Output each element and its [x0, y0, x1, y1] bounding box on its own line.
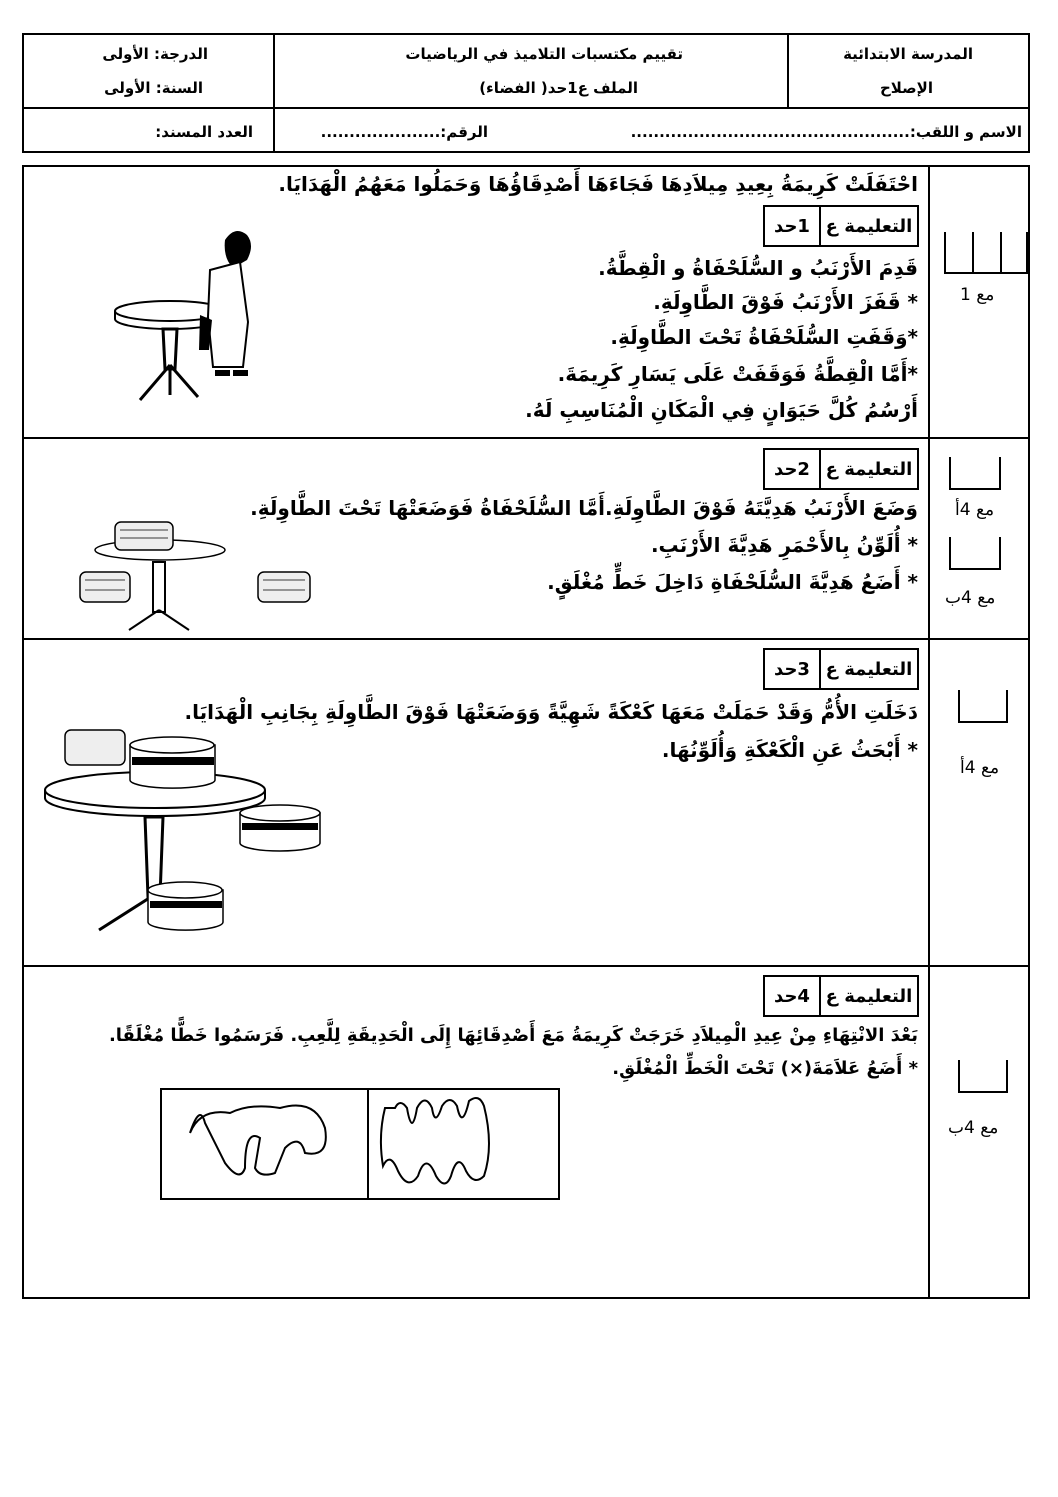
- divider: [22, 638, 1030, 640]
- score-box[interactable]: [958, 1060, 1008, 1093]
- score-label: مع 4ب: [948, 1118, 999, 1138]
- instruction-label: التعليمة ع: [819, 207, 917, 245]
- score-label: مع 4أ: [960, 758, 1000, 778]
- instruction-box: [763, 205, 919, 247]
- number-field[interactable]: الرقم:.....................: [320, 123, 488, 141]
- text-line: * قَفَزَ الأَرْنَبُ فَوْقَ الطَّاوِلَةِ.: [653, 290, 918, 314]
- score-field[interactable]: العدد المسند:: [155, 123, 253, 141]
- score-box[interactable]: [949, 537, 1001, 570]
- instruction-code: 3حد: [774, 658, 810, 680]
- document-subtitle: الملف ع1حد( الفضاء): [479, 79, 638, 97]
- document-title: تقييم مكتسبات التلاميذ في الرياضيات: [405, 45, 683, 63]
- text-line: * أَبْحَثُ عَنِ الْكَعْكَةِ وَأُلَوِّنُهَا.: [661, 738, 918, 762]
- score-label: مع 4أ: [955, 500, 995, 520]
- gifts-and-table-illustration: [75, 500, 335, 635]
- instruction-box: [763, 648, 919, 690]
- text-line: *أَمَّا الْقِطَّةُ فَوَقَفَتْ عَلَى يَسَارِ كَرِيمَةَ.: [557, 362, 918, 386]
- text-line: وَضَعَ الأَرْنَبُ هَدِيَّتَهُ فَوْقَ الطَّاوِلَةِ.أَمَّا السُّلَحْفَاةُ فَوَضَعَتْهَا تَحْتَ الطَّاوِلَةِ.: [250, 496, 918, 520]
- header-table: [22, 33, 1030, 153]
- text-line: * أَضَعُ عَلاَمَةَ(×) تَحْتَ الْخَطِّ الْمُغْلَقِ.: [612, 1058, 918, 1079]
- school-label: المدرسة الابتدائية: [843, 45, 973, 63]
- divider: [22, 965, 1030, 967]
- girl-and-table-illustration: [105, 225, 275, 415]
- text-line: *وَقَفَتِ السُّلَحْفَاةُ تَحْتَ الطَّاوِلَةِ.: [610, 325, 918, 349]
- text-line: أَرْسُمُ كُلَّ حَيَوَانٍ فِي الْمَكَانِ الْمُنَاسِبِ لَهُ.: [525, 398, 918, 422]
- divider: [22, 437, 1030, 439]
- instruction-label: التعليمة ع: [819, 450, 917, 488]
- name-field[interactable]: الاسم و اللقب:.................................................: [630, 123, 1022, 141]
- text-line: بَعْدَ الانْتِهَاءِ مِنْ عِيدِ الْمِيلاَدِ خَرَجَتْ كَرِيمَةُ مَعَ أَصْدِقَائِهَا إِلَى الْحَدِيقَةِ لِلَّعِبِ. فَرَسَمُوا خَطًّا مُغْلَقًا.: [108, 1025, 918, 1046]
- instruction-label: التعليمة ع: [819, 977, 917, 1015]
- school-name: الإصلاح: [879, 79, 933, 97]
- score-label: مع 4ب: [945, 588, 996, 608]
- instruction-code: 1حد: [774, 215, 810, 237]
- instruction-code: 4حد: [774, 985, 810, 1007]
- instruction-code: 2حد: [774, 458, 810, 480]
- score-label: مع 1: [960, 285, 995, 305]
- instruction-label: التعليمة ع: [819, 650, 917, 688]
- grade-level: الدرجة: الأولى: [102, 45, 208, 63]
- instruction-box: [763, 448, 919, 490]
- text-line: قَدِمَ الأَرْنَبُ و السُّلَحْفَاةُ و الْقِطَّةُ.: [598, 256, 918, 280]
- school-year: السنة: الأولى: [104, 79, 203, 97]
- score-box[interactable]: [944, 232, 1028, 274]
- text-line: دَخَلَتِ الأُمُّ وَقَدْ حَمَلَتْ مَعَهَا كَعْكَةً شَهِيَّةً وَوَضَعَتْهَا فَوْقَ الطَّاوِلَةِ بِجَانِبِ الْهَدَايَا.: [184, 700, 918, 724]
- text-line: * أَضَعُ هَدِيَّةَ السُّلَحْفَاةِ دَاخِلَ خَطٍّ مُغْلَقٍ.: [547, 570, 918, 594]
- text-line: * أُلَوِّنُ بِالأَحْمَرِ هَدِيَّةَ الأَرْنَبِ.: [650, 533, 918, 557]
- score-box[interactable]: [949, 457, 1001, 490]
- instruction-box: [763, 975, 919, 1017]
- curves-choice-table: [160, 1088, 560, 1200]
- score-box[interactable]: [958, 690, 1008, 723]
- score-column-divider: [928, 165, 930, 1299]
- cakes-and-table-illustration: [40, 725, 340, 940]
- intro-text: احْتَفَلَتْ كَرِيمَةُ بِعِيدِ مِيلاَدِهَا فَجَاءَهَا أَصْدِقَاؤُهَا وَحَمَلُوا مَعَهُمُ الْهَدَايَا.: [278, 172, 918, 196]
